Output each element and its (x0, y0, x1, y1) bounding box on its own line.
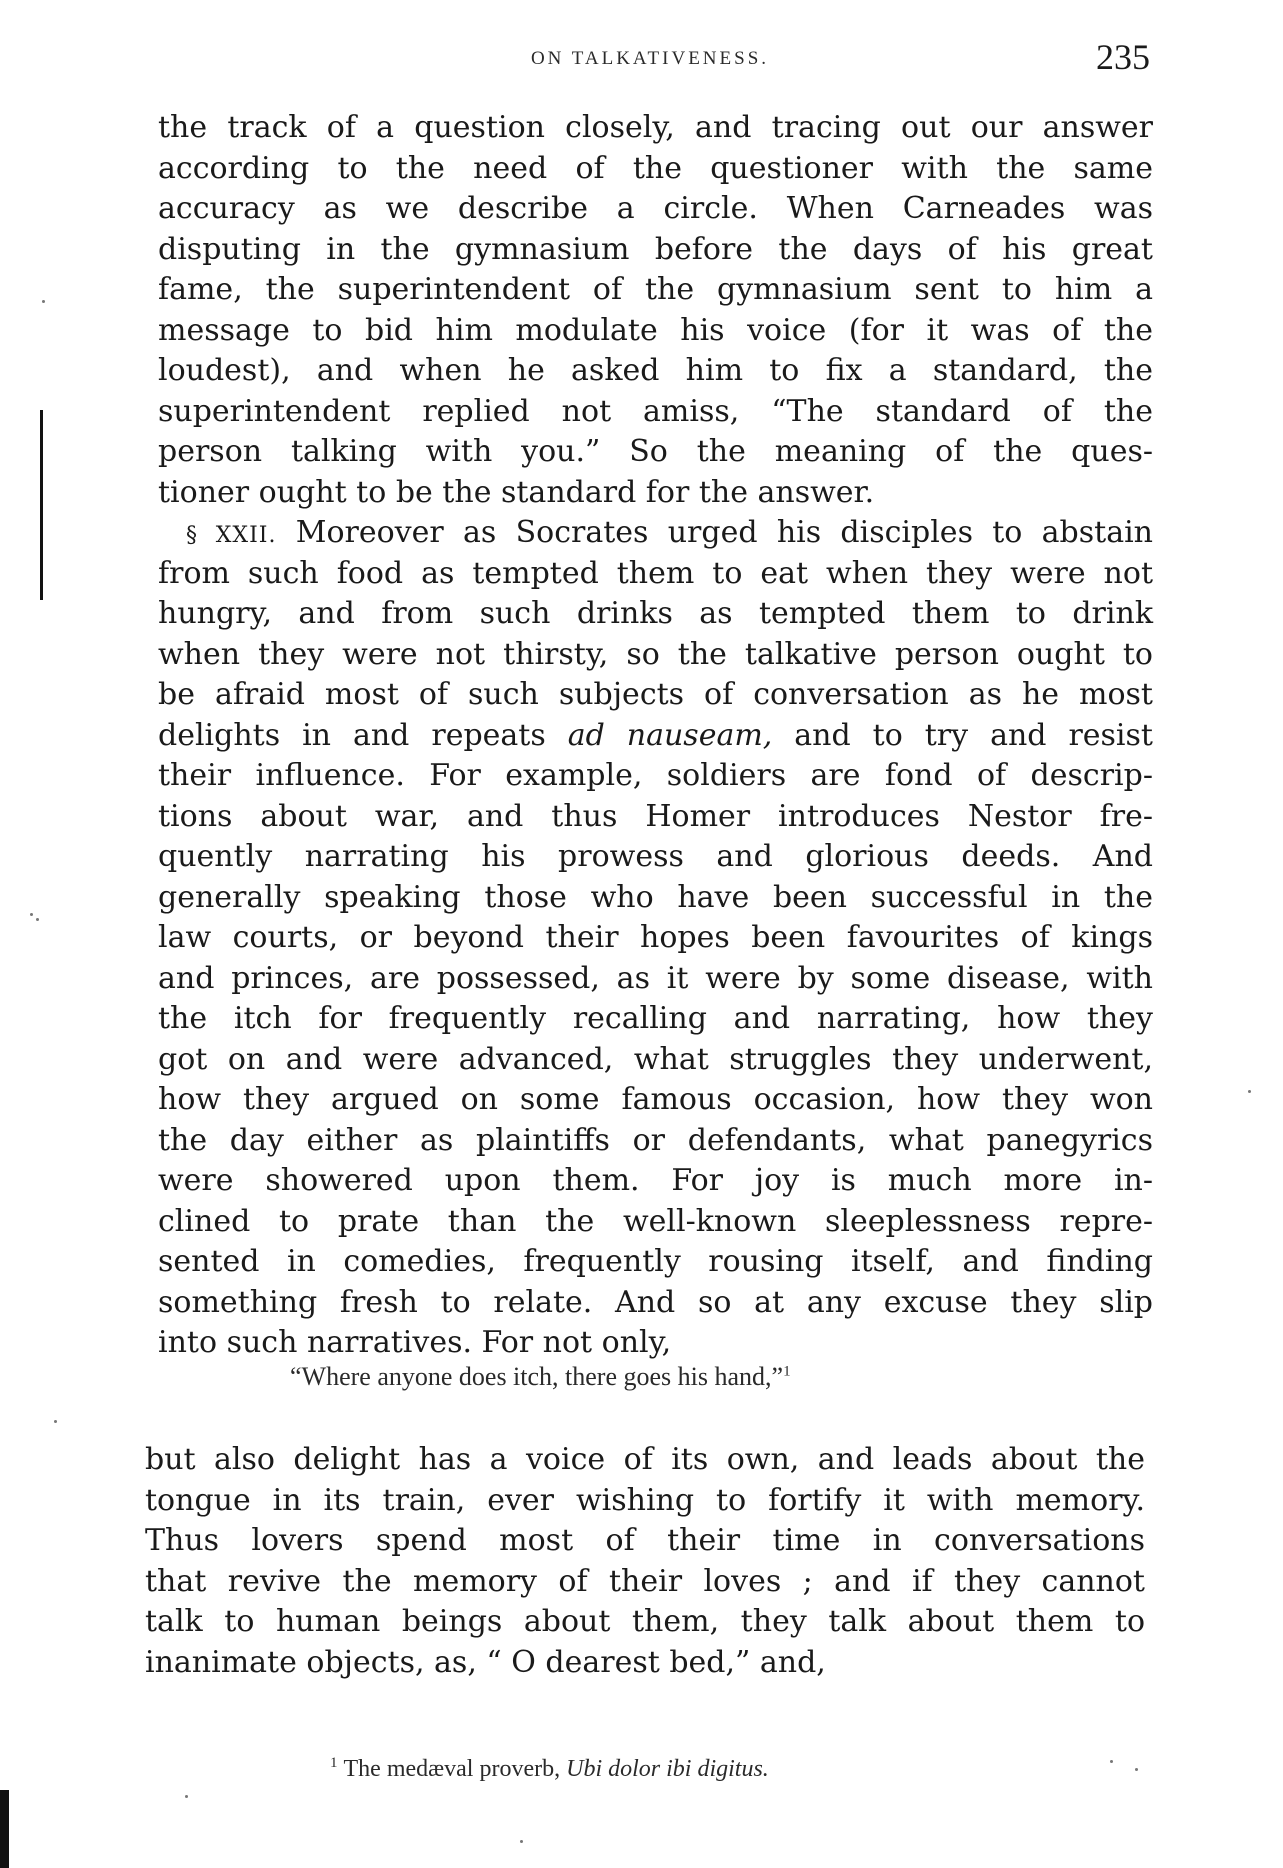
scan-speck (1248, 1090, 1251, 1093)
text-line: that revive the memory of their loves ; and if they cannot (145, 1563, 1145, 1599)
main-text (158, 108, 1153, 1364)
section-first-line (158, 513, 1153, 554)
text-line: but also delight has a voice of its own, and leads about the (145, 1442, 1145, 1477)
text-line: superintendent replied not amiss, “The standard of the (158, 393, 1153, 429)
text-line: talk to human beings about them, they talk about them to (145, 1604, 1145, 1639)
text-line: how they argued on some famous occasion, how they won (158, 1082, 1153, 1117)
text-line: law courts, or beyond their hopes been favourites of kings (158, 920, 1153, 955)
text-line: and princes, are possessed, as it were by some disease, with (158, 960, 1153, 996)
text-line: clined to prate than the well-known sleeplessness repre- (158, 1203, 1153, 1239)
text-line: message to bid him modulate his voice (for it was of the (158, 312, 1153, 348)
text-line: their influence. For example, soldiers are fond of descrip- (158, 758, 1153, 793)
scan-speck (520, 1840, 523, 1843)
text-span: delights in and repeats (158, 717, 568, 753)
text-line: into such narratives. For not only, (158, 1325, 672, 1360)
text-line: tions about war, and thus Homer introduces Nestor fre- (158, 798, 1153, 834)
text-line: sented in comedies, frequently rousing itself, and finding (158, 1244, 1153, 1279)
scan-speck (1110, 1760, 1113, 1763)
scan-speck (36, 918, 39, 921)
text-line: hungry, and from such drinks as tempted them to drink (158, 596, 1153, 631)
running-head (150, 36, 1150, 86)
section-mark: § XXII. (186, 523, 277, 548)
running-title: ON TALKATIVENESS. (530, 48, 770, 69)
main-text-continued (145, 1440, 1145, 1683)
verse-quotation (290, 1362, 1010, 1392)
text-line: the itch for frequently recalling and narrating, how they (158, 1001, 1153, 1036)
text-line: the track of a question closely, and tracing out our answer (158, 110, 1153, 145)
text-line (158, 716, 1153, 757)
text-line: Thus lovers spend most of their time in conversations (145, 1523, 1145, 1558)
text-line: tongue in its train, ever wishing to fortify it with memory. (145, 1482, 1145, 1518)
footnote-reference: 1 (783, 1363, 791, 1380)
text-line: got on and were advanced, what struggles they underwent, (158, 1041, 1153, 1077)
page-number: 235 (1096, 37, 1150, 77)
text-line: when they were not thirsty, so the talkative person ought to (158, 636, 1153, 672)
scan-speck (1135, 1768, 1138, 1771)
text-line: loudest), and when he asked him to fix a standard, the (158, 353, 1153, 388)
text-line: disputing in the gymnasium before the days of his great (158, 231, 1153, 267)
margin-rule-mark (40, 410, 43, 600)
text-span: and to try and resist (772, 717, 1153, 753)
footnote-text: The medæval proverb, (343, 1756, 567, 1782)
footnote-mark: 1 (330, 1755, 338, 1771)
text-line: from such food as tempted them to eat when they were not (158, 555, 1153, 591)
scan-speck (30, 913, 33, 916)
text-line: person talking with you.” So the meaning of the ques- (158, 434, 1153, 469)
text-line: generally speaking those who have been successful in the (158, 879, 1153, 915)
footnote (330, 1755, 1030, 1783)
italic-phrase: ad nauseam, (567, 717, 773, 753)
text-line: fame, the superintendent of the gymnasium sent to him a (158, 272, 1153, 307)
text-line: inanimate objects, as, “ O dearest bed,” and, (145, 1644, 826, 1680)
text-line: accuracy as we describe a circle. When Carneades was (158, 191, 1153, 226)
scan-speck (54, 1420, 57, 1423)
text-line: something fresh to relate. And so at any excuse they slip (158, 1284, 1153, 1320)
quotation-text: “Where anyone does itch, there goes his hand,” (290, 1362, 784, 1391)
scan-speck (185, 1795, 188, 1798)
text-line: were showered upon them. For joy is much more in- (158, 1163, 1153, 1198)
margin-edge-mark (0, 1790, 9, 1868)
text-line: quently narrating his prowess and glorious deeds. And (158, 839, 1153, 874)
text-span: Moreover as Socrates urged his disciples to abstain (276, 515, 1153, 550)
text-line: be afraid most of such subjects of conversation as he most (158, 677, 1153, 712)
footnote-italic: Ubi dolor ibi digitus. (566, 1756, 769, 1782)
text-line: tioner ought to be the standard for the answer. (158, 474, 875, 510)
text-line: according to the need of the questioner with the same (158, 150, 1153, 186)
scan-speck (42, 300, 45, 303)
text-line: the day either as plaintiffs or defendants, what panegyrics (158, 1122, 1153, 1158)
